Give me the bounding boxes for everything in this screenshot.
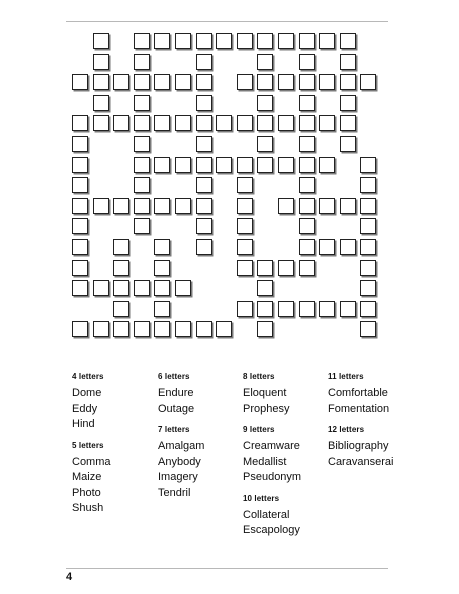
grid-cell[interactable]: [216, 33, 232, 49]
grid-cell[interactable]: [278, 198, 294, 214]
grid-cell[interactable]: [72, 260, 88, 276]
grid-cell[interactable]: [72, 74, 88, 90]
word-item: Medallist: [243, 455, 287, 468]
word-item: Photo: [72, 486, 101, 499]
word-item: Maize: [72, 471, 102, 483]
grid-cell[interactable]: [237, 260, 253, 276]
grid-cell[interactable]: [175, 321, 191, 337]
grid-cell[interactable]: [154, 33, 170, 49]
grid-cell[interactable]: [257, 136, 273, 152]
word-item: Dome: [72, 387, 102, 399]
grid-cell[interactable]: [237, 74, 253, 90]
word-item: Endure: [158, 387, 194, 399]
grid-cell[interactable]: [299, 218, 315, 234]
grid-cell[interactable]: [196, 157, 212, 173]
grid-cell[interactable]: [72, 280, 88, 296]
grid-cell[interactable]: [319, 157, 335, 173]
grid-cell[interactable]: [340, 54, 356, 70]
word-item: Amalgam: [158, 440, 205, 452]
grid-cell[interactable]: [175, 198, 191, 214]
grid-cell[interactable]: [72, 177, 88, 193]
grid-cell[interactable]: [113, 280, 129, 296]
group-heading: 11 letters: [328, 372, 364, 381]
grid-cell[interactable]: [72, 218, 88, 234]
word-item: Collateral: [243, 508, 290, 521]
grid-cell[interactable]: [154, 301, 170, 317]
grid-cell[interactable]: [196, 33, 212, 49]
grid-cell[interactable]: [360, 218, 376, 234]
bottom-rule: [66, 568, 388, 569]
grid-cell[interactable]: [299, 157, 315, 173]
grid-cell[interactable]: [196, 54, 212, 70]
grid-cell[interactable]: [72, 198, 88, 214]
grid-cell[interactable]: [360, 260, 376, 276]
grid-cell[interactable]: [299, 301, 315, 317]
grid-cell[interactable]: [134, 198, 150, 214]
word-column-2: [158, 372, 243, 509]
grid-cell[interactable]: [340, 115, 356, 131]
grid-cell[interactable]: [340, 74, 356, 90]
word-item: Escapology: [243, 524, 300, 536]
crossword-grid: [72, 33, 382, 343]
grid-cell[interactable]: [340, 198, 356, 214]
grid-cell[interactable]: [93, 198, 109, 214]
grid-cell[interactable]: [196, 95, 212, 111]
word-item: Hind: [72, 418, 95, 430]
word-item: Bibliography: [328, 440, 389, 452]
grid-cell[interactable]: [72, 239, 88, 255]
word-item: Imagery: [158, 471, 198, 483]
grid-cell[interactable]: [93, 115, 109, 131]
grid-cell[interactable]: [93, 33, 109, 49]
grid-cell[interactable]: [134, 280, 150, 296]
grid-cell[interactable]: [237, 239, 253, 255]
grid-cell[interactable]: [93, 95, 109, 111]
grid-cell[interactable]: [257, 260, 273, 276]
grid-cell[interactable]: [154, 115, 170, 131]
grid-cell[interactable]: [360, 301, 376, 317]
grid-cell[interactable]: [196, 218, 212, 234]
word-item: Fomentation: [328, 402, 390, 415]
word-group-9-letters: [243, 425, 328, 486]
grid-cell[interactable]: [134, 321, 150, 337]
grid-cell[interactable]: [72, 136, 88, 152]
grid-cell[interactable]: [278, 33, 294, 49]
word-item: Eddy: [72, 402, 98, 415]
grid-cell[interactable]: [196, 321, 212, 337]
word-group-11-letters: [328, 372, 413, 417]
grid-cell[interactable]: [237, 301, 253, 317]
grid-cell[interactable]: [113, 321, 129, 337]
grid-cell[interactable]: [299, 54, 315, 70]
word-item: Comma: [72, 455, 111, 468]
grid-cell[interactable]: [113, 239, 129, 255]
grid-cell[interactable]: [113, 301, 129, 317]
grid-cell[interactable]: [154, 239, 170, 255]
grid-cell[interactable]: [134, 136, 150, 152]
grid-cell[interactable]: [299, 74, 315, 90]
grid-cell[interactable]: [257, 157, 273, 173]
grid-cell[interactable]: [154, 260, 170, 276]
word-column-1: [72, 372, 157, 525]
grid-cell[interactable]: [196, 239, 212, 255]
grid-cell[interactable]: [175, 33, 191, 49]
grid-cell[interactable]: [360, 177, 376, 193]
grid-cell[interactable]: [340, 239, 356, 255]
grid-cell[interactable]: [134, 218, 150, 234]
word-item: Outage: [158, 402, 195, 415]
grid-cell[interactable]: [134, 54, 150, 70]
grid-cell[interactable]: [154, 280, 170, 296]
grid-cell[interactable]: [134, 177, 150, 193]
grid-cell[interactable]: [319, 115, 335, 131]
grid-cell[interactable]: [134, 74, 150, 90]
word-item: Caravanserai: [328, 455, 394, 468]
grid-cell[interactable]: [93, 54, 109, 70]
word-list: [72, 372, 392, 552]
grid-cell[interactable]: [340, 95, 356, 111]
grid-cell[interactable]: [319, 239, 335, 255]
grid-cell[interactable]: [340, 301, 356, 317]
word-item: Pseudonym: [243, 471, 302, 483]
grid-cell[interactable]: [93, 74, 109, 90]
word-group-10-letters: [243, 494, 328, 539]
grid-cell[interactable]: [154, 198, 170, 214]
grid-cell[interactable]: [278, 115, 294, 131]
word-column-4: [328, 372, 413, 478]
word-group-7-letters: [158, 425, 243, 501]
grid-cell[interactable]: [299, 115, 315, 131]
group-heading: 9 letters: [243, 425, 275, 434]
word-group-6-letters: [158, 372, 243, 417]
grid-cell[interactable]: [113, 74, 129, 90]
word-item: Shush: [72, 502, 104, 514]
grid-cell[interactable]: [175, 115, 191, 131]
grid-cell[interactable]: [134, 115, 150, 131]
grid-cell[interactable]: [278, 157, 294, 173]
grid-cell[interactable]: [299, 33, 315, 49]
group-heading: 6 letters: [158, 372, 190, 381]
grid-cell[interactable]: [216, 115, 232, 131]
grid-cell[interactable]: [319, 33, 335, 49]
top-rule: [66, 21, 388, 22]
grid-cell[interactable]: [175, 74, 191, 90]
word-item: Prophesy: [243, 402, 290, 415]
grid-cell[interactable]: [278, 74, 294, 90]
group-heading: 12 letters: [328, 425, 365, 434]
grid-cell[interactable]: [257, 95, 273, 111]
grid-cell[interactable]: [216, 321, 232, 337]
word-group-8-letters: [243, 372, 328, 417]
grid-cell[interactable]: [257, 321, 273, 337]
grid-cell[interactable]: [72, 115, 88, 131]
grid-cell[interactable]: [299, 239, 315, 255]
grid-cell[interactable]: [360, 74, 376, 90]
grid-cell[interactable]: [134, 95, 150, 111]
grid-cell[interactable]: [154, 321, 170, 337]
grid-cell[interactable]: [237, 177, 253, 193]
group-heading: 10 letters: [243, 493, 280, 503]
grid-cell[interactable]: [278, 260, 294, 276]
grid-cell[interactable]: [299, 198, 315, 214]
word-group-4-letters: [72, 372, 157, 433]
group-heading: 8 letters: [243, 372, 275, 381]
word-item: Anybody: [158, 455, 201, 468]
grid-cell[interactable]: [257, 115, 273, 131]
page-number: 4: [66, 571, 73, 583]
grid-cell[interactable]: [237, 115, 253, 131]
grid-cell[interactable]: [319, 301, 335, 317]
group-heading: 7 letters: [158, 425, 190, 434]
grid-cell[interactable]: [360, 280, 376, 296]
word-item: Comfortable: [328, 387, 388, 399]
grid-cell[interactable]: [113, 198, 129, 214]
group-heading: 4 letters: [72, 372, 104, 381]
grid-cell[interactable]: [319, 198, 335, 214]
grid-cell[interactable]: [72, 157, 88, 173]
word-group-5-letters: [72, 441, 157, 517]
grid-cell[interactable]: [72, 321, 88, 337]
grid-cell[interactable]: [360, 157, 376, 173]
grid-cell[interactable]: [134, 33, 150, 49]
grid-cell[interactable]: [299, 136, 315, 152]
grid-cell[interactable]: [299, 95, 315, 111]
grid-cell[interactable]: [93, 321, 109, 337]
grid-cell[interactable]: [257, 280, 273, 296]
grid-cell[interactable]: [237, 157, 253, 173]
word-item: Tendril: [158, 486, 191, 499]
grid-cell[interactable]: [299, 177, 315, 193]
grid-cell[interactable]: [340, 136, 356, 152]
grid-cell[interactable]: [113, 115, 129, 131]
grid-cell[interactable]: [154, 74, 170, 90]
grid-cell[interactable]: [340, 33, 356, 49]
grid-cell[interactable]: [257, 33, 273, 49]
grid-cell[interactable]: [196, 177, 212, 193]
grid-cell[interactable]: [196, 74, 212, 90]
grid-cell[interactable]: [360, 198, 376, 214]
grid-cell[interactable]: [175, 157, 191, 173]
grid-cell[interactable]: [319, 74, 335, 90]
grid-cell[interactable]: [93, 280, 109, 296]
grid-cell[interactable]: [196, 136, 212, 152]
word-group-12-letters: [328, 425, 413, 470]
grid-cell[interactable]: [278, 301, 294, 317]
word-column-3: [243, 372, 328, 547]
grid-cell[interactable]: [134, 157, 150, 173]
grid-cell[interactable]: [175, 280, 191, 296]
grid-cell[interactable]: [154, 157, 170, 173]
grid-cell[interactable]: [257, 74, 273, 90]
grid-cell[interactable]: [237, 218, 253, 234]
grid-cell[interactable]: [360, 321, 376, 337]
grid-cell[interactable]: [196, 115, 212, 131]
grid-cell[interactable]: [237, 198, 253, 214]
word-item: Creamware: [243, 440, 300, 452]
grid-cell[interactable]: [216, 157, 232, 173]
word-item: Eloquent: [243, 387, 287, 399]
grid-cell[interactable]: [299, 260, 315, 276]
grid-cell[interactable]: [113, 260, 129, 276]
group-heading: 5 letters: [72, 440, 104, 450]
grid-cell[interactable]: [360, 239, 376, 255]
grid-cell[interactable]: [257, 301, 273, 317]
grid-cell[interactable]: [257, 54, 273, 70]
grid-cell[interactable]: [237, 33, 253, 49]
grid-cell[interactable]: [196, 198, 212, 214]
